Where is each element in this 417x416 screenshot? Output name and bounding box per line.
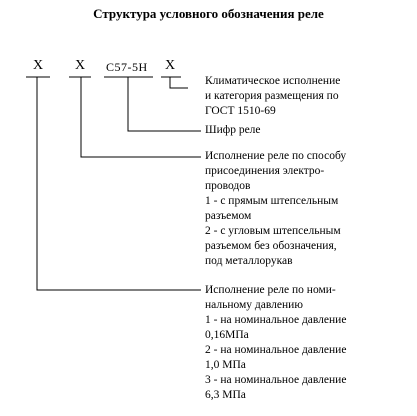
description-line: 2 - с угловым штепсельным xyxy=(205,225,341,237)
description-line: присоединения электро- xyxy=(205,165,325,177)
description-line: под металлорукав xyxy=(205,255,293,267)
description-line: Шифр реле xyxy=(205,124,261,136)
description-line: 1 - на номинальное давление xyxy=(205,314,347,326)
description-line: ГОСТ 1510-69 xyxy=(205,105,276,117)
leader-climate xyxy=(170,77,188,88)
description-line: нальному давлению xyxy=(205,299,303,311)
description-cipher xyxy=(205,123,410,138)
diagram-title: Структура условного обозначения реле xyxy=(93,6,324,21)
code-relay-cipher: С57-5Н xyxy=(106,60,148,74)
description-line: разъемом xyxy=(205,210,252,222)
leader-cipher xyxy=(128,77,201,131)
leader-pressure xyxy=(37,77,201,290)
description-line: проводов xyxy=(205,180,251,192)
description-line: Исполнение реле по номи- xyxy=(205,284,336,296)
description-pressure xyxy=(205,283,410,403)
code-position-connection: X xyxy=(75,58,86,73)
description-line: 1 - с прямым штепсельным xyxy=(205,195,339,207)
description-climate xyxy=(205,74,410,119)
code-position-pressure: X xyxy=(33,58,44,73)
description-line: 1,0 МПа xyxy=(205,359,246,371)
description-line: 6,3 МПа xyxy=(205,389,246,401)
code-position-climate: X xyxy=(165,58,176,73)
description-line: 2 - на номинальное давление xyxy=(205,344,347,356)
description-line: и категория размещения по xyxy=(205,90,339,102)
description-line: 3 - на номинальное давление xyxy=(205,374,347,386)
leader-connection xyxy=(81,77,201,157)
description-line: Климатическое исполнение xyxy=(205,75,341,87)
description-line: разъемом без обозначения, xyxy=(205,240,337,252)
description-line: 0,16МПа xyxy=(205,329,249,341)
description-line: Исполнение реле по способу xyxy=(205,150,347,162)
description-connection xyxy=(205,149,410,269)
